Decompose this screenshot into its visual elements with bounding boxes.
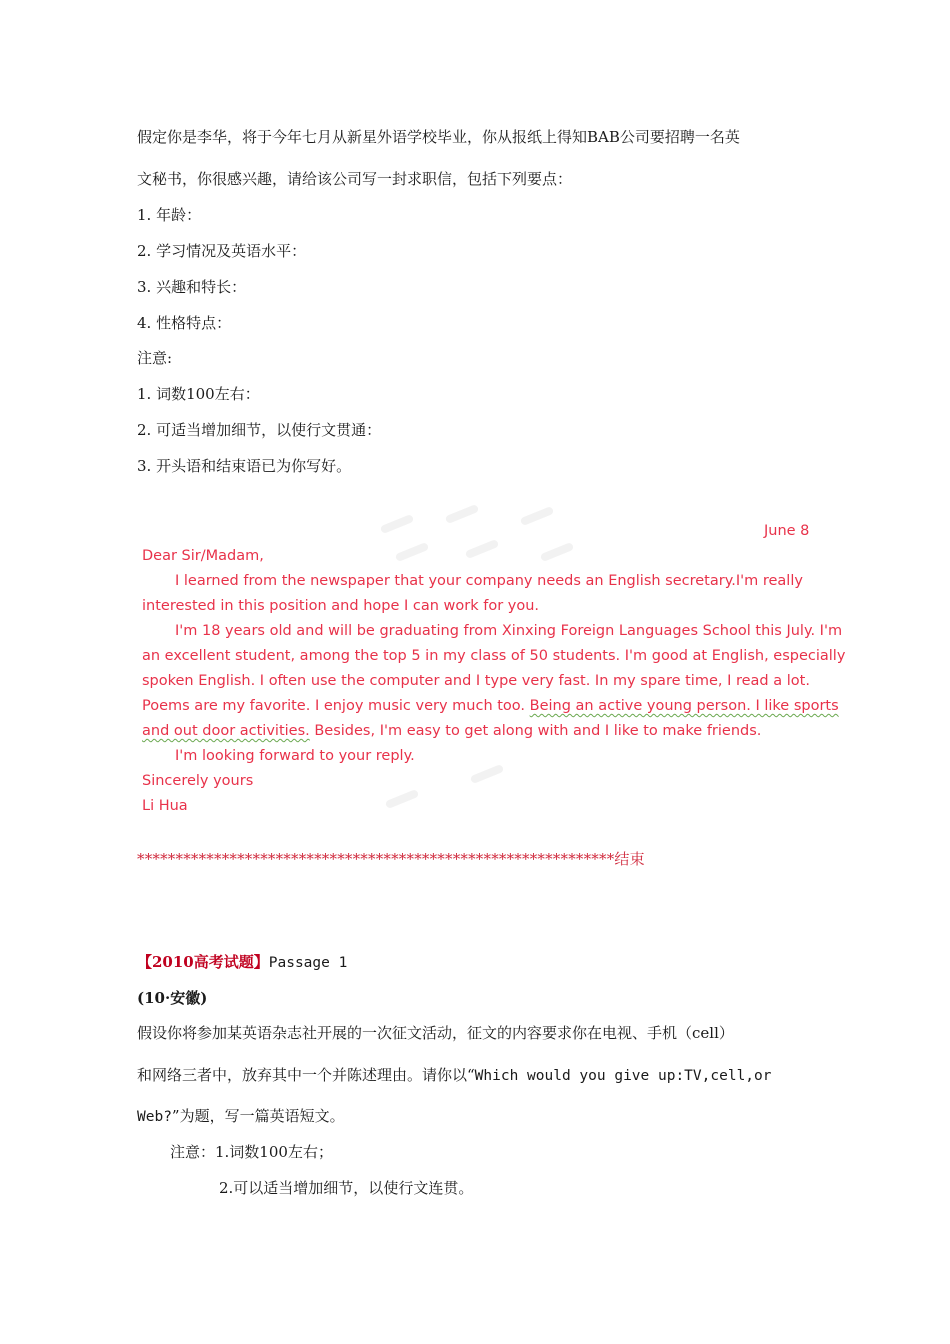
watermark-mark — [465, 539, 500, 559]
task2-note1: 注意：1.词数100左右； — [170, 1143, 333, 1161]
letter-paragraph3: I'm looking forward to your reply. — [175, 748, 415, 764]
task1-note-3: 3. 开头语和结束语已为你写好。 — [137, 457, 352, 475]
letter-date: June 8 — [764, 523, 810, 539]
task1-note-2: 2. 可适当增加细节，以使行文贯通： — [137, 421, 382, 439]
letter-paragraph2-line3: spoken English. I often use the computer and I type very fast. In my spare time, I read a lot. — [142, 673, 810, 689]
letter-paragraph2-line4 — [142, 696, 839, 716]
task2-note2: 2.可以适当增加细节，以使行文连贯。 — [219, 1179, 474, 1197]
task2-heading-bracket: 【2010高考试题】 — [137, 953, 269, 971]
task2-line1: 假设你将参加某英语杂志社开展的一次征文活动，征文的内容要求你在电视、手机（cell） — [137, 1024, 734, 1042]
watermark-mark — [385, 789, 420, 809]
task1-intro-line2: 文秘书，你很感兴趣，请给该公司写一封求职信，包括下列要点： — [137, 170, 573, 188]
task2-line2-en: Which would you give up:TV,cell,or — [474, 1068, 772, 1084]
task1-point-1: 1. 年龄： — [137, 206, 202, 224]
watermark-mark — [540, 542, 575, 562]
task1-note-1: 1. 词数100左右： — [137, 385, 260, 403]
letter-salutation: Dear Sir/Madam, — [142, 548, 264, 564]
end-divider — [137, 849, 645, 869]
letter-line5-text: Besides, I'm easy to get along with and I like to make friends. — [309, 723, 762, 739]
divider-end-label: 结束 — [614, 850, 645, 868]
letter-paragraph2-line1: I'm 18 years old and will be graduating from Xinxing Foreign Languages School this July. I'm — [175, 623, 843, 639]
letter-paragraph1-line1: I learned from the newspaper that your company needs an English secretary.I'm really — [175, 573, 803, 589]
task1-intro-line1: 假定你是李华，将于今年七月从新星外语学校毕业，你从报纸上得知BAB公司要招聘一名英 — [137, 128, 740, 146]
task2-line3-en: Web? — [137, 1109, 172, 1125]
watermark-mark — [520, 506, 555, 526]
task2-line2 — [137, 1065, 771, 1086]
divider-stars: ************************************************************** — [137, 850, 615, 868]
grammar-flag-underline: Being an active young person. I like sports — [529, 698, 839, 714]
task1-point-3: 3. 兴趣和特长： — [137, 278, 247, 296]
task1-note-label: 注意: — [137, 349, 173, 367]
task2-line3-cn: ”为题，写一篇英语短文。 — [171, 1107, 345, 1125]
task2-heading-passage: Passage 1 — [268, 955, 348, 971]
letter-paragraph1-line2: interested in this position and hope I can work for you. — [142, 598, 540, 614]
task2-heading — [137, 952, 347, 973]
letter-paragraph2-line2: an excellent student, among the top 5 in my class of 50 students. I'm good at English, especially — [142, 648, 846, 664]
watermark-mark — [445, 504, 480, 524]
letter-closing: Sincerely yours — [142, 773, 254, 789]
task1-point-4: 4. 性格特点： — [137, 314, 232, 332]
task2-source: (10·安徽) — [137, 989, 208, 1007]
letter-signature: Li Hua — [142, 798, 188, 814]
letter-paragraph2-line5 — [142, 721, 761, 741]
task2-line3 — [137, 1106, 345, 1127]
task2-line2-cn: 和网络三者中，放弃其中一个并陈述理由。请你以“ — [137, 1066, 475, 1084]
watermark-mark — [380, 514, 415, 534]
watermark-mark — [470, 764, 505, 784]
letter-line4-text: Poems are my favorite. I enjoy music very much too. — [142, 698, 530, 714]
task1-point-2: 2. 学习情况及英语水平： — [137, 242, 307, 260]
watermark-mark — [395, 542, 430, 562]
grammar-flag-underline: and out door activities. — [142, 723, 310, 739]
